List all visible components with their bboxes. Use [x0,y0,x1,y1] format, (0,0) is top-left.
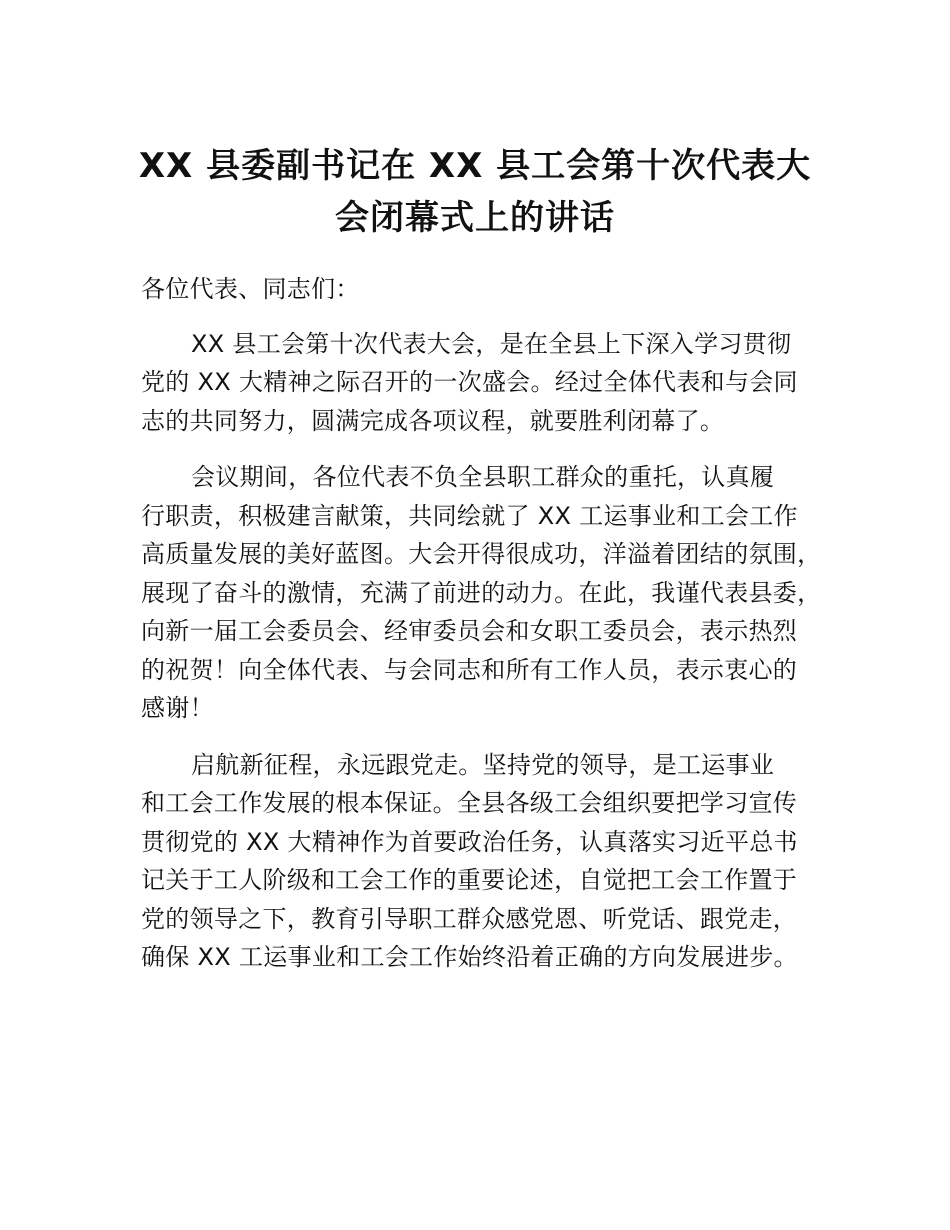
paragraph-line: 贯彻党的 XX 大精神作为首要政治任务，认真落实习近平总书 [141,827,798,856]
paragraph-3 [141,746,831,977]
paragraph-2 [141,458,831,728]
paragraph-line: 展现了奋斗的激情，充满了前进的动力。在此，我谨代表县委， [141,578,822,607]
paragraph-line: 启航新征程，永远跟党走。坚持党的领导，是工运事业 [191,750,775,779]
paragraph-line: 高质量发展的美好蓝图。大会开得很成功，洋溢着团结的氛围， [141,540,822,568]
paragraph-line: 的祝贺！向全体代表、与会同志和所有工作人员，表示衷心的 [141,655,798,684]
title-line: XX 县委副书记在 XX 县工会第十次代表大 [138,146,812,186]
paragraph-line: 感谢！ [141,694,214,722]
paragraph-line: 向新一届工会委员会、经审委员会和女职工委员会，表示热烈 [141,617,798,645]
paragraph-line: 确保 XX 工运事业和工会工作始终沿着正确的方向发展进步。 [141,943,798,971]
paragraph-1 [141,325,831,441]
paragraph-line: 记关于工人阶级和工会工作的重要论述，自觉把工会工作置于 [141,866,798,894]
document-body [141,270,831,995]
paragraph-line: 和工会工作发展的根本保证。全县各级工会组织要把学习宣传 [141,789,798,817]
salutation: 各位代表、同志们： [141,275,360,303]
paragraph-line: 党的领导之下，教育引导职工群众感党恩、听党话、跟党走， [141,904,798,933]
paragraph-line: 党的 XX 大精神之际召开的一次盛会。经过全体代表和与会同 [141,368,798,396]
paragraph-line: 志的共同努力，圆满完成各项议程，就要胜利闭幕了。 [141,406,725,435]
document-title [120,140,830,244]
paragraph-line: 行职责，积极建言献策，共同绘就了 XX 工运事业和工会工作 [141,501,798,530]
paragraph-line: 会议期间，各位代表不负全县职工群众的重托，认真履 [191,463,775,491]
title-line: 会闭幕式上的讲话 [335,198,615,238]
paragraph-line: XX 县工会第十次代表大会，是在全县上下深入学习贯彻 [191,329,792,358]
